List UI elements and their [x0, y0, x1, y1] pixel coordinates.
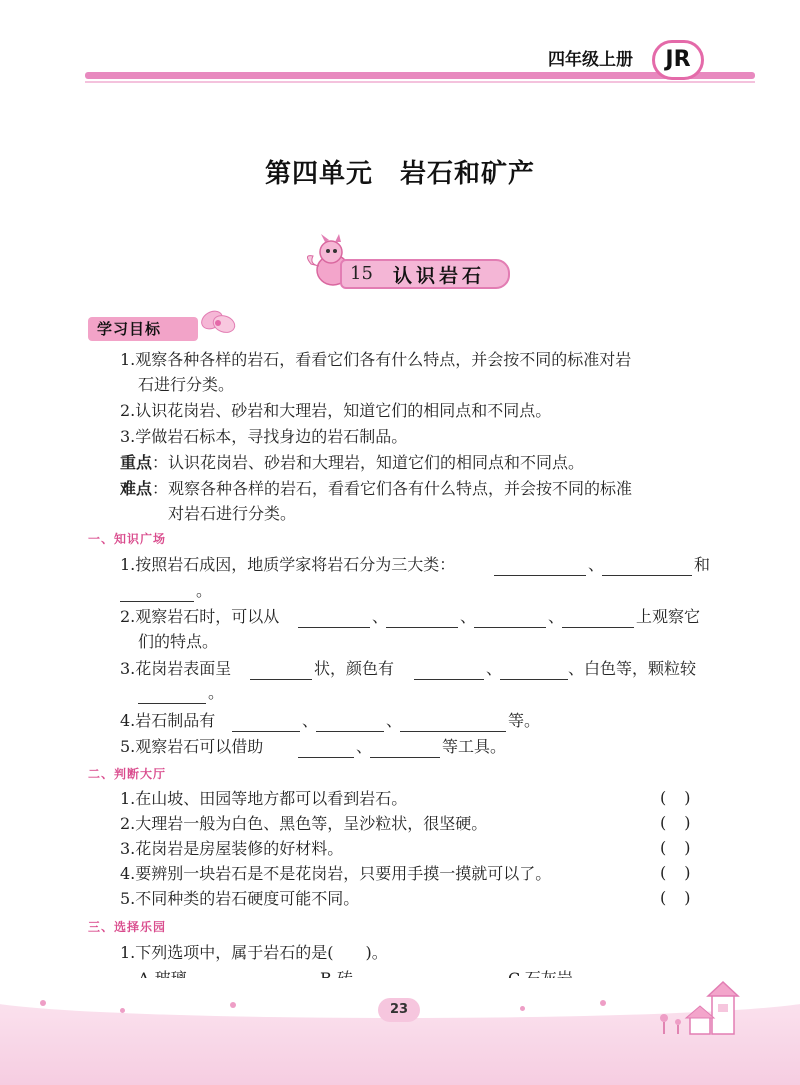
footer-dot: [520, 1006, 525, 1011]
answer-blank[interactable]: [400, 730, 506, 732]
difficulty-text-cont: 对岩石进行分类。: [168, 504, 297, 523]
lesson-number: 15: [350, 263, 373, 284]
judgment-item: 2.大理岩一般为白色、黑色等，呈沙粒状，很坚硬。: [120, 814, 488, 833]
section-heading-judgment: 二、判断大厅: [88, 767, 167, 781]
answer-blank[interactable]: [370, 756, 440, 758]
separator: 、: [386, 711, 403, 730]
footer-dot: [230, 1002, 236, 1008]
answer-blank[interactable]: [298, 756, 354, 758]
answer-blank[interactable]: [602, 574, 692, 576]
answer-blank[interactable]: [562, 626, 634, 628]
grade-label: 四年级上册: [548, 50, 633, 70]
answer-blank[interactable]: [494, 574, 586, 576]
question-1-5: 5.观察岩石可以借助: [120, 737, 264, 756]
question-1-5-tail: 等工具。: [442, 737, 507, 756]
page-number: 23: [378, 998, 420, 1022]
unit-title: 第四单元 岩石和矿产: [264, 159, 535, 189]
question-1-3-tail: 、白色等，颗粒较: [568, 659, 697, 678]
period: 。: [208, 683, 225, 702]
answer-blank[interactable]: [120, 600, 194, 602]
section-heading-choice: 三、选择乐园: [88, 920, 167, 934]
period: 。: [196, 581, 213, 600]
question-1-3: 3.花岗岩表面呈: [120, 659, 232, 678]
flower-icon: [198, 306, 238, 340]
objectives-tag-label: 学习目标: [97, 320, 162, 338]
section-heading-knowledge: 一、知识广场: [88, 532, 167, 546]
objective-1-cont: 石进行分类。: [138, 375, 235, 394]
question-1-2-tail: 上观察它: [636, 607, 701, 626]
conjunction: 和: [694, 555, 711, 574]
objective-2: 2.认识花岗岩、砂岩和大理岩，知道它们的相同点和不同点。: [120, 401, 552, 420]
judgment-answer-paren[interactable]: (): [660, 888, 709, 907]
judgment-item: 1.在山坡、田园等地方都可以看到岩石。: [120, 789, 408, 808]
difficulty-text: ：观察各种各样的岩石，看看它们各有什么特点，并会按不同的标准: [152, 479, 633, 498]
key-label: 重点: [120, 453, 153, 472]
question-1-3-mid: 状，颜色有: [314, 659, 395, 678]
objective-3: 3.学做岩石标本，寻找身边的岩石制品。: [120, 427, 408, 446]
judgment-item: 4.要辨别一块岩石是不是花岗岩，只要用手摸一摸就可以了。: [120, 864, 552, 883]
judgment-item: 5.不同种类的岩石硬度可能不同。: [120, 889, 360, 908]
question-1-2-cont: 们的特点。: [138, 632, 219, 651]
separator: 、: [548, 607, 565, 626]
lesson-title: 认识岩石: [393, 265, 486, 287]
objectives-tag: [88, 317, 198, 341]
separator: 、: [588, 555, 605, 574]
judgment-item: 3.花岗岩是房屋装修的好材料。: [120, 839, 344, 858]
header-rule-thin: [85, 81, 755, 83]
answer-blank[interactable]: [316, 730, 384, 732]
difficulty-point: [120, 478, 632, 500]
edition-badge: JR: [652, 40, 704, 80]
question-1-4: 4.岩石制品有: [120, 711, 216, 730]
separator: 、: [486, 659, 503, 678]
separator: 、: [372, 607, 389, 626]
separator: 、: [460, 607, 477, 626]
judgment-answer-paren[interactable]: (): [660, 863, 709, 882]
answer-blank[interactable]: [138, 702, 206, 704]
judgment-answer-paren[interactable]: (): [660, 788, 709, 807]
answer-blank[interactable]: [232, 730, 300, 732]
footer-dot: [40, 1000, 46, 1006]
answer-blank[interactable]: [474, 626, 546, 628]
lighthouse-icon: [650, 978, 760, 1038]
key-text: ：认识花岗岩、砂岩和大理岩，知道它们的相同点和不同点。: [152, 453, 585, 472]
separator: 、: [302, 711, 319, 730]
question-1-1: 1.按照岩石成因，地质学家将岩石分为三大类：: [120, 555, 456, 574]
choice-question-1: 1.下列选项中，属于岩石的是( )。: [120, 943, 388, 962]
key-point: [120, 452, 584, 474]
difficulty-label: 难点: [120, 479, 153, 498]
header-rule: [85, 72, 755, 79]
question-1-4-tail: 等。: [508, 711, 541, 730]
judgment-answer-paren[interactable]: (): [660, 813, 709, 832]
judgment-answer-paren[interactable]: (): [660, 838, 709, 857]
objective-1: 1.观察各种各样的岩石，看看它们各有什么特点，并会按不同的标准对岩: [120, 350, 632, 369]
answer-blank[interactable]: [298, 626, 370, 628]
answer-blank[interactable]: [500, 678, 568, 680]
answer-blank[interactable]: [250, 678, 312, 680]
separator: 、: [356, 737, 373, 756]
answer-blank[interactable]: [414, 678, 484, 680]
footer-dot: [120, 1008, 125, 1013]
footer-dot: [600, 1000, 606, 1006]
answer-blank[interactable]: [386, 626, 458, 628]
question-1-2: 2.观察岩石时，可以从: [120, 607, 280, 626]
